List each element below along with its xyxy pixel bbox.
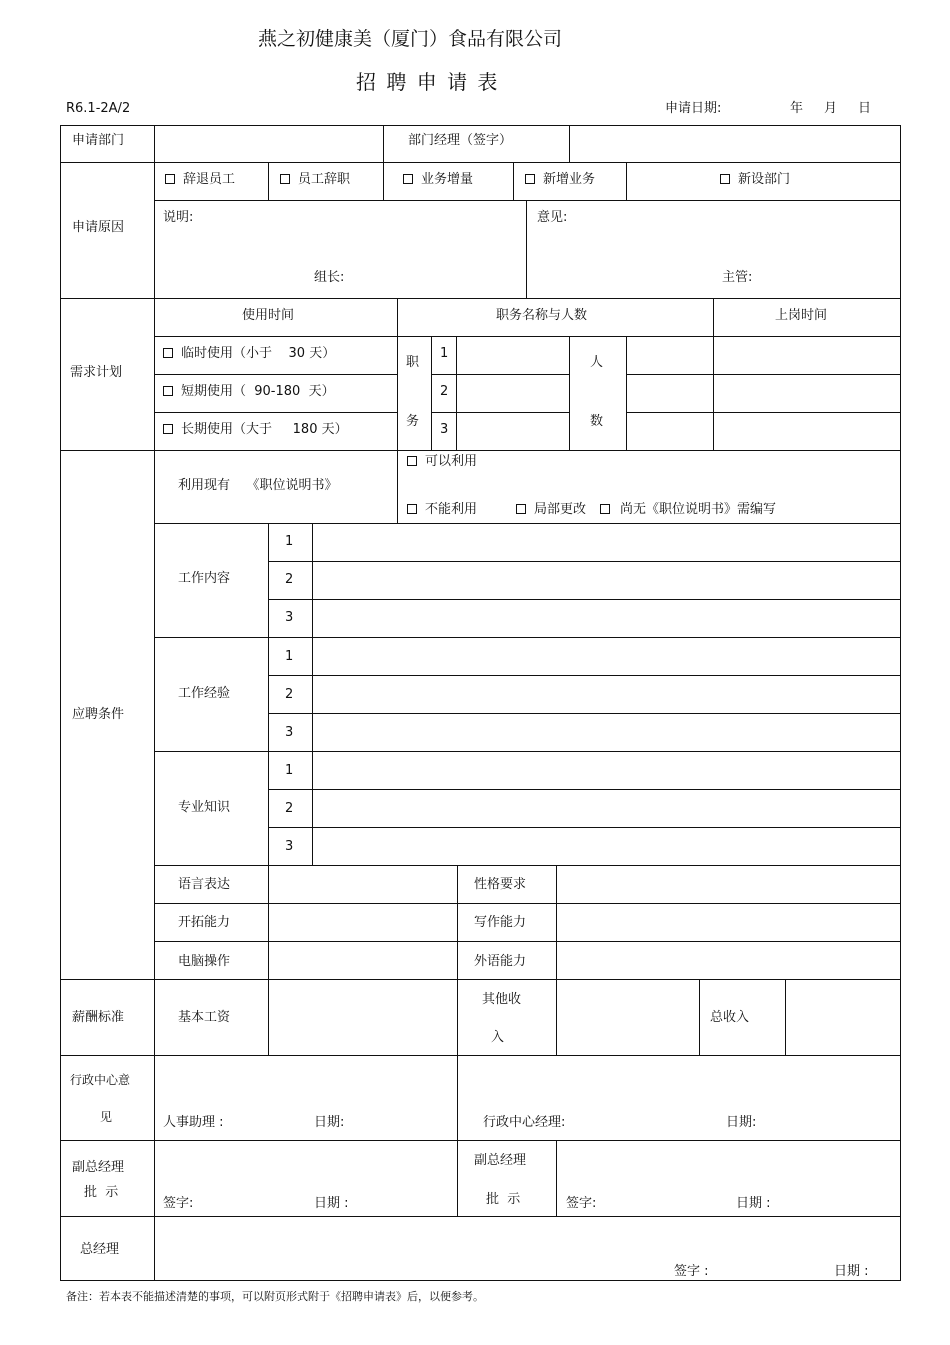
checkbox-icon [525, 174, 535, 184]
count-char-1: 人 [590, 355, 604, 370]
skill-foreign-language-label: 外语能力 [474, 954, 527, 969]
position-char-1: 职 [406, 355, 420, 370]
work-content-no-1: 1 [285, 534, 294, 549]
knowledge-no-1: 1 [285, 763, 294, 778]
month-label: 月 [824, 101, 838, 116]
vp-right-date-label: 日期 : [736, 1196, 771, 1211]
checkbox-icon [163, 424, 173, 434]
supervisor-label: 主管: [722, 270, 753, 285]
reason-option-dismiss[interactable]: 辞退员工 [165, 173, 235, 186]
admin-date-label-2: 日期: [726, 1115, 757, 1130]
vp-right-label-2: 批 示 [486, 1192, 521, 1207]
position-no-2: 2 [440, 384, 449, 399]
use-temporary[interactable]: 临时使用（小于 30 天） [163, 347, 335, 360]
other-income-label-2: 入 [491, 1030, 505, 1045]
vp-right-sign-label: 签字: [566, 1196, 597, 1211]
dept-label: 申请部门 [72, 133, 125, 148]
work-experience-no-1: 1 [285, 649, 294, 664]
work-content-no-3: 3 [285, 610, 294, 625]
demand-label: 需求计划 [70, 365, 123, 380]
count-char-2: 数 [590, 414, 604, 429]
admin-label-1: 行政中心意 [70, 1073, 131, 1087]
start-time-header: 上岗时间 [775, 308, 828, 323]
total-income-label: 总收入 [710, 1010, 750, 1025]
conditions-label: 应聘条件 [72, 707, 125, 722]
skill-language-label: 语言表达 [178, 877, 231, 892]
use-existing-jd: 利用现有 《职位说明书》 [178, 478, 338, 493]
use-long-term[interactable]: 长期使用（大于 180 天） [163, 423, 348, 436]
work-content-label: 工作内容 [178, 571, 231, 586]
gm-date-label: 日期 : [834, 1264, 869, 1279]
knowledge-no-3: 3 [285, 839, 294, 854]
work-experience-no-2: 2 [285, 687, 294, 702]
use-time-header: 使用时间 [242, 308, 295, 323]
work-experience-no-3: 3 [285, 725, 294, 740]
position-no-1: 1 [440, 346, 449, 361]
jd-can-use[interactable]: 可以利用 [407, 455, 477, 468]
admin-label-2: 见 [100, 1110, 113, 1124]
checkbox-icon [165, 174, 175, 184]
dept-field[interactable] [155, 126, 382, 162]
reason-option-resign[interactable]: 员工辞职 [280, 173, 350, 186]
form-code: R6.1-2A/2 [66, 101, 131, 116]
vp-date-label: 日期 : [314, 1196, 349, 1211]
apply-date-label: 申请日期: [665, 101, 722, 116]
use-short-term[interactable]: 短期使用（ 90-180 天） [163, 385, 335, 398]
checkbox-icon [516, 504, 526, 514]
footnote: 备注：若本表不能描述清楚的事项，可以附页形式附于《招聘申请表》后，以便参考。 [66, 1290, 484, 1303]
form-title: 招 聘 申 请 表 [356, 70, 500, 94]
checkbox-icon [163, 348, 173, 358]
admin-center-manager-label: 行政中心经理: [483, 1115, 566, 1130]
professional-knowledge-label: 专业知识 [178, 800, 231, 815]
checkbox-icon [407, 504, 417, 514]
skill-expansion-label: 开拓能力 [178, 915, 231, 930]
hr-assistant-label: 人事助理 : [163, 1115, 224, 1130]
leader-label: 组长: [314, 270, 345, 285]
dept-manager-sign-field[interactable] [570, 126, 899, 162]
checkbox-icon [403, 174, 413, 184]
vp-right-label-1: 副总经理 [474, 1153, 527, 1168]
skill-computer-label: 电脑操作 [178, 954, 231, 969]
company-name: 燕之初健康美（厦门）食品有限公司 [258, 28, 563, 50]
jd-none-yet[interactable]: 尚无《职位说明书》需编写 [600, 503, 776, 516]
other-income-label-1: 其他收 [482, 992, 522, 1007]
position-header: 职务名称与人数 [496, 308, 588, 323]
vp-label-2: 批 示 [84, 1185, 119, 1200]
checkbox-icon [163, 386, 173, 396]
checkbox-icon [407, 456, 417, 466]
base-salary-label: 基本工资 [178, 1010, 231, 1025]
salary-label: 薪酬标准 [72, 1010, 125, 1025]
day-label: 日 [858, 101, 872, 116]
reason-option-increase[interactable]: 业务增量 [403, 173, 473, 186]
position-no-3: 3 [440, 422, 449, 437]
year-label: 年 [790, 101, 804, 116]
reason-option-new-business[interactable]: 新增业务 [525, 173, 595, 186]
reason-option-new-dept[interactable]: 新设部门 [720, 173, 790, 186]
checkbox-icon [280, 174, 290, 184]
explain-label: 说明: [163, 210, 194, 225]
skill-personality-label: 性格要求 [474, 877, 527, 892]
reason-label: 申请原因 [72, 220, 125, 235]
gm-label: 总经理 [80, 1242, 120, 1257]
vp-label-1: 副总经理 [72, 1160, 125, 1175]
checkbox-icon [720, 174, 730, 184]
jd-partial-change[interactable]: 局部更改 [516, 503, 586, 516]
work-content-no-2: 2 [285, 572, 294, 587]
skill-writing-label: 写作能力 [474, 915, 527, 930]
opinion-label: 意见: [537, 210, 568, 225]
admin-date-label-1: 日期: [314, 1115, 345, 1130]
dept-manager-label: 部门经理（签字） [408, 133, 513, 148]
jd-cannot-use[interactable]: 不能利用 [407, 503, 477, 516]
position-char-2: 务 [406, 414, 420, 429]
checkbox-icon [600, 504, 610, 514]
vp-sign-label: 签字: [163, 1196, 194, 1211]
work-experience-label: 工作经验 [178, 686, 231, 701]
gm-sign-label: 签字 : [674, 1264, 709, 1279]
knowledge-no-2: 2 [285, 801, 294, 816]
